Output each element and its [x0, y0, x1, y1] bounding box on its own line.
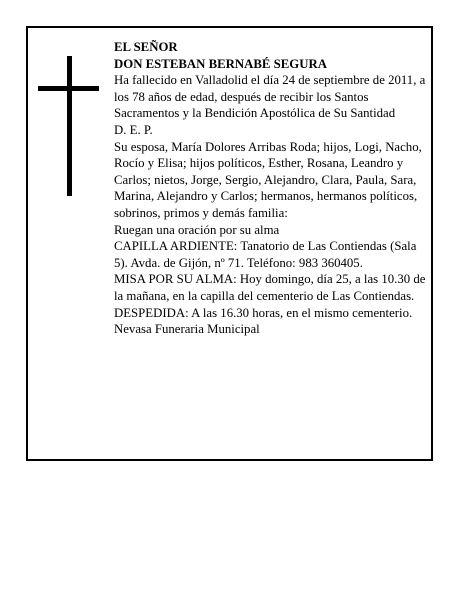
death-announcement: Ha fallecido en Valladolid el día 24 de septiembre de 2011, a los 78 años de edad, después de recibir los Santos Sacramentos y la Bendición Apostólica de Su Santidad — [114, 73, 426, 121]
deceased-name: DON ESTEBAN BERNABÉ SEGURA — [114, 56, 327, 71]
funeral-home: Nevasa Funeraria Municipal — [114, 322, 260, 337]
obituary-notice — [26, 26, 433, 461]
family-list: Su esposa, María Dolores Arribas Roda; hijos, Logi, Nacho, Rocío y Elisa; hijos políticos, Esther, Rosana, Leandro y Carlos; nietos, Jorge, Sergio, Alejandro, Clara, Paula, Sara, Marina, Alejandro y Carlos; hermanos, hermanos políticos, sobrinos, primos y demás familia: — [114, 139, 422, 220]
cross-horizontal-bar — [38, 86, 99, 91]
honorific-title: EL SEÑOR — [114, 40, 178, 54]
mass-info: MISA POR SU ALMA: Hoy domingo, día 25, a las 10.30 de la mañana, en la capilla del cementerio de Las Contiendas. — [114, 272, 426, 303]
cross-vertical-bar — [67, 56, 72, 196]
obituary-text — [114, 39, 426, 338]
chapel-info: CAPILLA ARDIENTE: Tanatorio de Las Contiendas (Sala 5). Avda. de Gijón, nº 71. Teléfono: 983 360405. — [114, 239, 417, 270]
rip-abbreviation: D. E. P. — [114, 122, 153, 137]
farewell-info: DESPEDIDA: A las 16.30 horas, en el mismo cementerio. — [114, 305, 413, 320]
prayer-request: Ruegan una oración por su alma — [114, 222, 280, 237]
